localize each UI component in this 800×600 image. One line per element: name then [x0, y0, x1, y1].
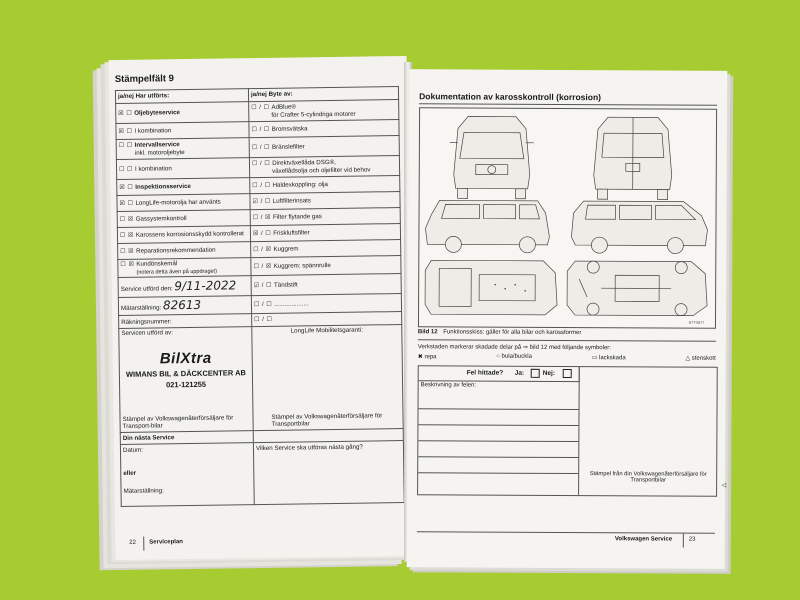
service-date-label: Service utförd den:	[120, 285, 173, 293]
next-service-title: Din nästa Service	[121, 431, 253, 445]
checkbox-icon[interactable]: ☐ / ☒	[252, 214, 272, 221]
checkbox-icon[interactable]: ☑ / ☐	[252, 198, 271, 205]
van-underbody-view-icon	[567, 261, 707, 316]
checkbox-icon[interactable]: ☐ / ☐	[253, 301, 273, 308]
no-label: Nej:	[542, 369, 556, 377]
date-label: Datum:	[122, 446, 143, 455]
instruction: Verkstaden markerar skadade delar på ⇒ bild 12 med följande symboler:	[417, 344, 612, 352]
footer-label-left: Serviceplan	[149, 539, 183, 546]
checkbox-icon[interactable]: ☐ ☒	[119, 232, 134, 239]
van-outline-svg	[419, 108, 716, 328]
legend-item: ○ bula/buckla	[496, 353, 532, 360]
van-side-view-left-icon	[425, 200, 549, 253]
checkbox-icon[interactable]: ☐ / ☒	[253, 246, 272, 253]
stamp-caption-left: Stämpel av Volkswagenåterförsäljare för Transport-bilar	[122, 414, 234, 431]
dealer-stamp-caption: Stämpel från din Volkswagenåterförsäljare för Transportbilar	[589, 471, 707, 484]
checkbox-icon[interactable]: ☒ ☐	[119, 184, 134, 191]
figure-label: Bild 12	[417, 329, 438, 336]
footer-divider	[683, 534, 684, 548]
service-by-label: Servicen utförd av:	[121, 329, 173, 338]
col2-header: ja/nej Byte av:	[248, 87, 398, 102]
fault-found-label: Fel hittade?	[466, 369, 504, 377]
or-label: eller	[123, 470, 137, 478]
which-service-label: Vilken Service ska utföras nästa gång?	[255, 443, 363, 453]
checkbox-icon[interactable]: ☒ ☐	[119, 200, 134, 207]
checkbox-icon[interactable]: ☒ / ☐	[252, 230, 272, 237]
checkbox-icon[interactable]: ☐ / ☐	[252, 182, 271, 189]
row-right-label: Kuggrem: spännrulle	[273, 261, 331, 270]
checkbox-icon[interactable]: ☐ ☒	[120, 261, 135, 268]
mileage-label: Mätarställning:	[120, 304, 162, 312]
right-page	[407, 69, 728, 569]
row-label: LongLife-motorolja har använts	[135, 198, 221, 207]
yes-checkbox[interactable]	[531, 369, 540, 378]
next-service-row	[120, 429, 404, 507]
van-rear-view-icon	[594, 117, 672, 199]
rectangle-icon: ▭	[591, 355, 598, 362]
fault-line[interactable]	[418, 424, 578, 426]
row-right-label: AdBlue®	[271, 103, 297, 111]
van-front-view-icon	[450, 116, 534, 198]
page-number-right: 23	[688, 536, 696, 543]
checkbox-icon[interactable]: ☑ / ☐	[253, 282, 272, 289]
yes-label: Ja:	[514, 369, 525, 377]
row-right-label: Filter flytande gas	[272, 212, 322, 221]
left-page	[109, 56, 414, 560]
triangle-icon: △	[685, 355, 691, 362]
checkbox-icon[interactable]: ☐ ☒	[119, 216, 134, 223]
vehicle-diagram	[418, 107, 717, 329]
longlife-label: LongLife Mobilitetsgaranti:	[290, 326, 363, 335]
row-right-sub: växellådsolja och oljefilter vid behov	[272, 166, 371, 175]
dealer-phone: 021-121255	[165, 379, 207, 390]
fault-box	[417, 365, 727, 497]
fault-header	[419, 366, 580, 382]
van-side-view-right-icon	[571, 201, 707, 254]
checkbox-icon[interactable]: ☐ / ☐	[251, 160, 271, 168]
row-label: I kombination	[134, 126, 172, 135]
title-rule	[419, 103, 717, 105]
fault-description-label: Beskrivning av felen:	[420, 382, 477, 389]
mileage-value[interactable]: 82613	[162, 297, 202, 313]
row-label: Reparationsrekommendation	[136, 246, 216, 255]
checkbox-icon[interactable]: ☐ ☐	[118, 142, 133, 149]
row-label: Oljebyteservice	[134, 108, 180, 117]
row-right-label: ....................	[274, 300, 309, 308]
footer-rule	[417, 531, 715, 533]
row-sub-label: inkl. motoroljebyte	[134, 148, 185, 157]
stamp-row	[119, 325, 403, 433]
row-right-label: Luftfilterinsats	[272, 196, 312, 205]
checkbox-icon[interactable]: ☐ / ☒	[253, 263, 272, 270]
row-label: Gassystemkontroll	[135, 214, 187, 223]
row-right-label: Bromsvätska	[271, 124, 308, 133]
row-right-sub: för Crafter 5-cylindriga motorer	[271, 110, 356, 119]
dealer-stamp	[122, 349, 251, 390]
caption-rule	[418, 339, 716, 341]
no-checkbox[interactable]	[563, 369, 572, 378]
row-right-label: Bränslefilter	[271, 142, 305, 151]
footer-label-right: Volkswagen Service	[614, 536, 673, 543]
bilxtra-logo: BilXtra	[159, 350, 212, 368]
fault-divider	[578, 367, 579, 495]
service-table	[115, 86, 405, 507]
circle-icon: ○	[496, 353, 500, 360]
fault-line[interactable]	[418, 472, 578, 474]
triangle-marker-icon: ◁	[721, 482, 727, 489]
row-right-label: Direktväxellåda DSG®,	[272, 158, 337, 167]
legend-item: △ stenskott	[685, 355, 716, 362]
invoice-label: Räkningsnummer:	[121, 317, 172, 326]
checkbox-icon[interactable]: ☐ ☒	[120, 248, 135, 255]
row-label: Intervallservice	[134, 141, 180, 149]
van-top-view-icon	[425, 260, 557, 315]
row-label: Inspektionsservice	[135, 182, 191, 191]
symbol-legend	[418, 353, 716, 362]
row-right-label: Kuggrem	[273, 245, 299, 253]
row-sub-label: (notera detta även på uppdraget)	[136, 268, 217, 276]
checkbox-icon[interactable]: ☐ ☐	[119, 166, 134, 173]
row-right-label: Haldexkoppling: olja	[272, 180, 328, 189]
next-mileage-label: Mätarställning:	[123, 486, 164, 495]
figure-caption: Funktionsskiss: gäller för alla bilar och karossformer	[443, 329, 582, 337]
service-date-value[interactable]: 9/11-2022	[174, 278, 237, 294]
checkbox-icon[interactable]: ☐ / ☐	[251, 126, 270, 133]
checkbox-icon[interactable]: ☒ ☐	[118, 110, 133, 117]
fault-line[interactable]	[418, 456, 578, 458]
cross-icon: ✖	[417, 354, 423, 361]
right-page-title: Dokumentation av karosskontroll (korrosion)	[419, 91, 602, 103]
legend-item: ✖ repa	[417, 354, 437, 361]
legend-item: ▭ lackskada	[591, 355, 626, 362]
checkbox-icon[interactable]: ☐ / ☐	[251, 104, 270, 112]
figure-caption-line	[418, 329, 581, 336]
checkbox-icon[interactable]: ☐ / ☐	[254, 317, 273, 324]
fault-line[interactable]	[418, 440, 578, 442]
footer-divider	[143, 537, 144, 551]
fault-line[interactable]	[419, 408, 579, 410]
checkbox-icon[interactable]: ☒ ☐	[118, 128, 133, 135]
dealer-name: WIMANS BIL & DÄCKCENTER AB	[125, 367, 246, 379]
row-right-label: Friskluftsfilter	[273, 228, 310, 237]
checkbox-icon[interactable]: ☐ / ☐	[251, 144, 271, 151]
page-number-left: 22	[129, 539, 136, 546]
stamp-field-title: Stämpelfält 9	[114, 73, 175, 86]
stamp-caption-right: Stämpel av Volkswagenåterförsäljare för Transportbilar	[271, 412, 383, 428]
col1-header: ja/nej Har utförts:	[115, 89, 248, 104]
row-right-label: Tändstift	[273, 281, 298, 289]
row-label: Karossens korrosionsskydd kontrollerat	[135, 229, 244, 239]
row-label: I kombination	[134, 164, 172, 173]
figure-code: B7T-0877	[688, 320, 705, 325]
row-label: Kundönskemål	[136, 260, 178, 268]
